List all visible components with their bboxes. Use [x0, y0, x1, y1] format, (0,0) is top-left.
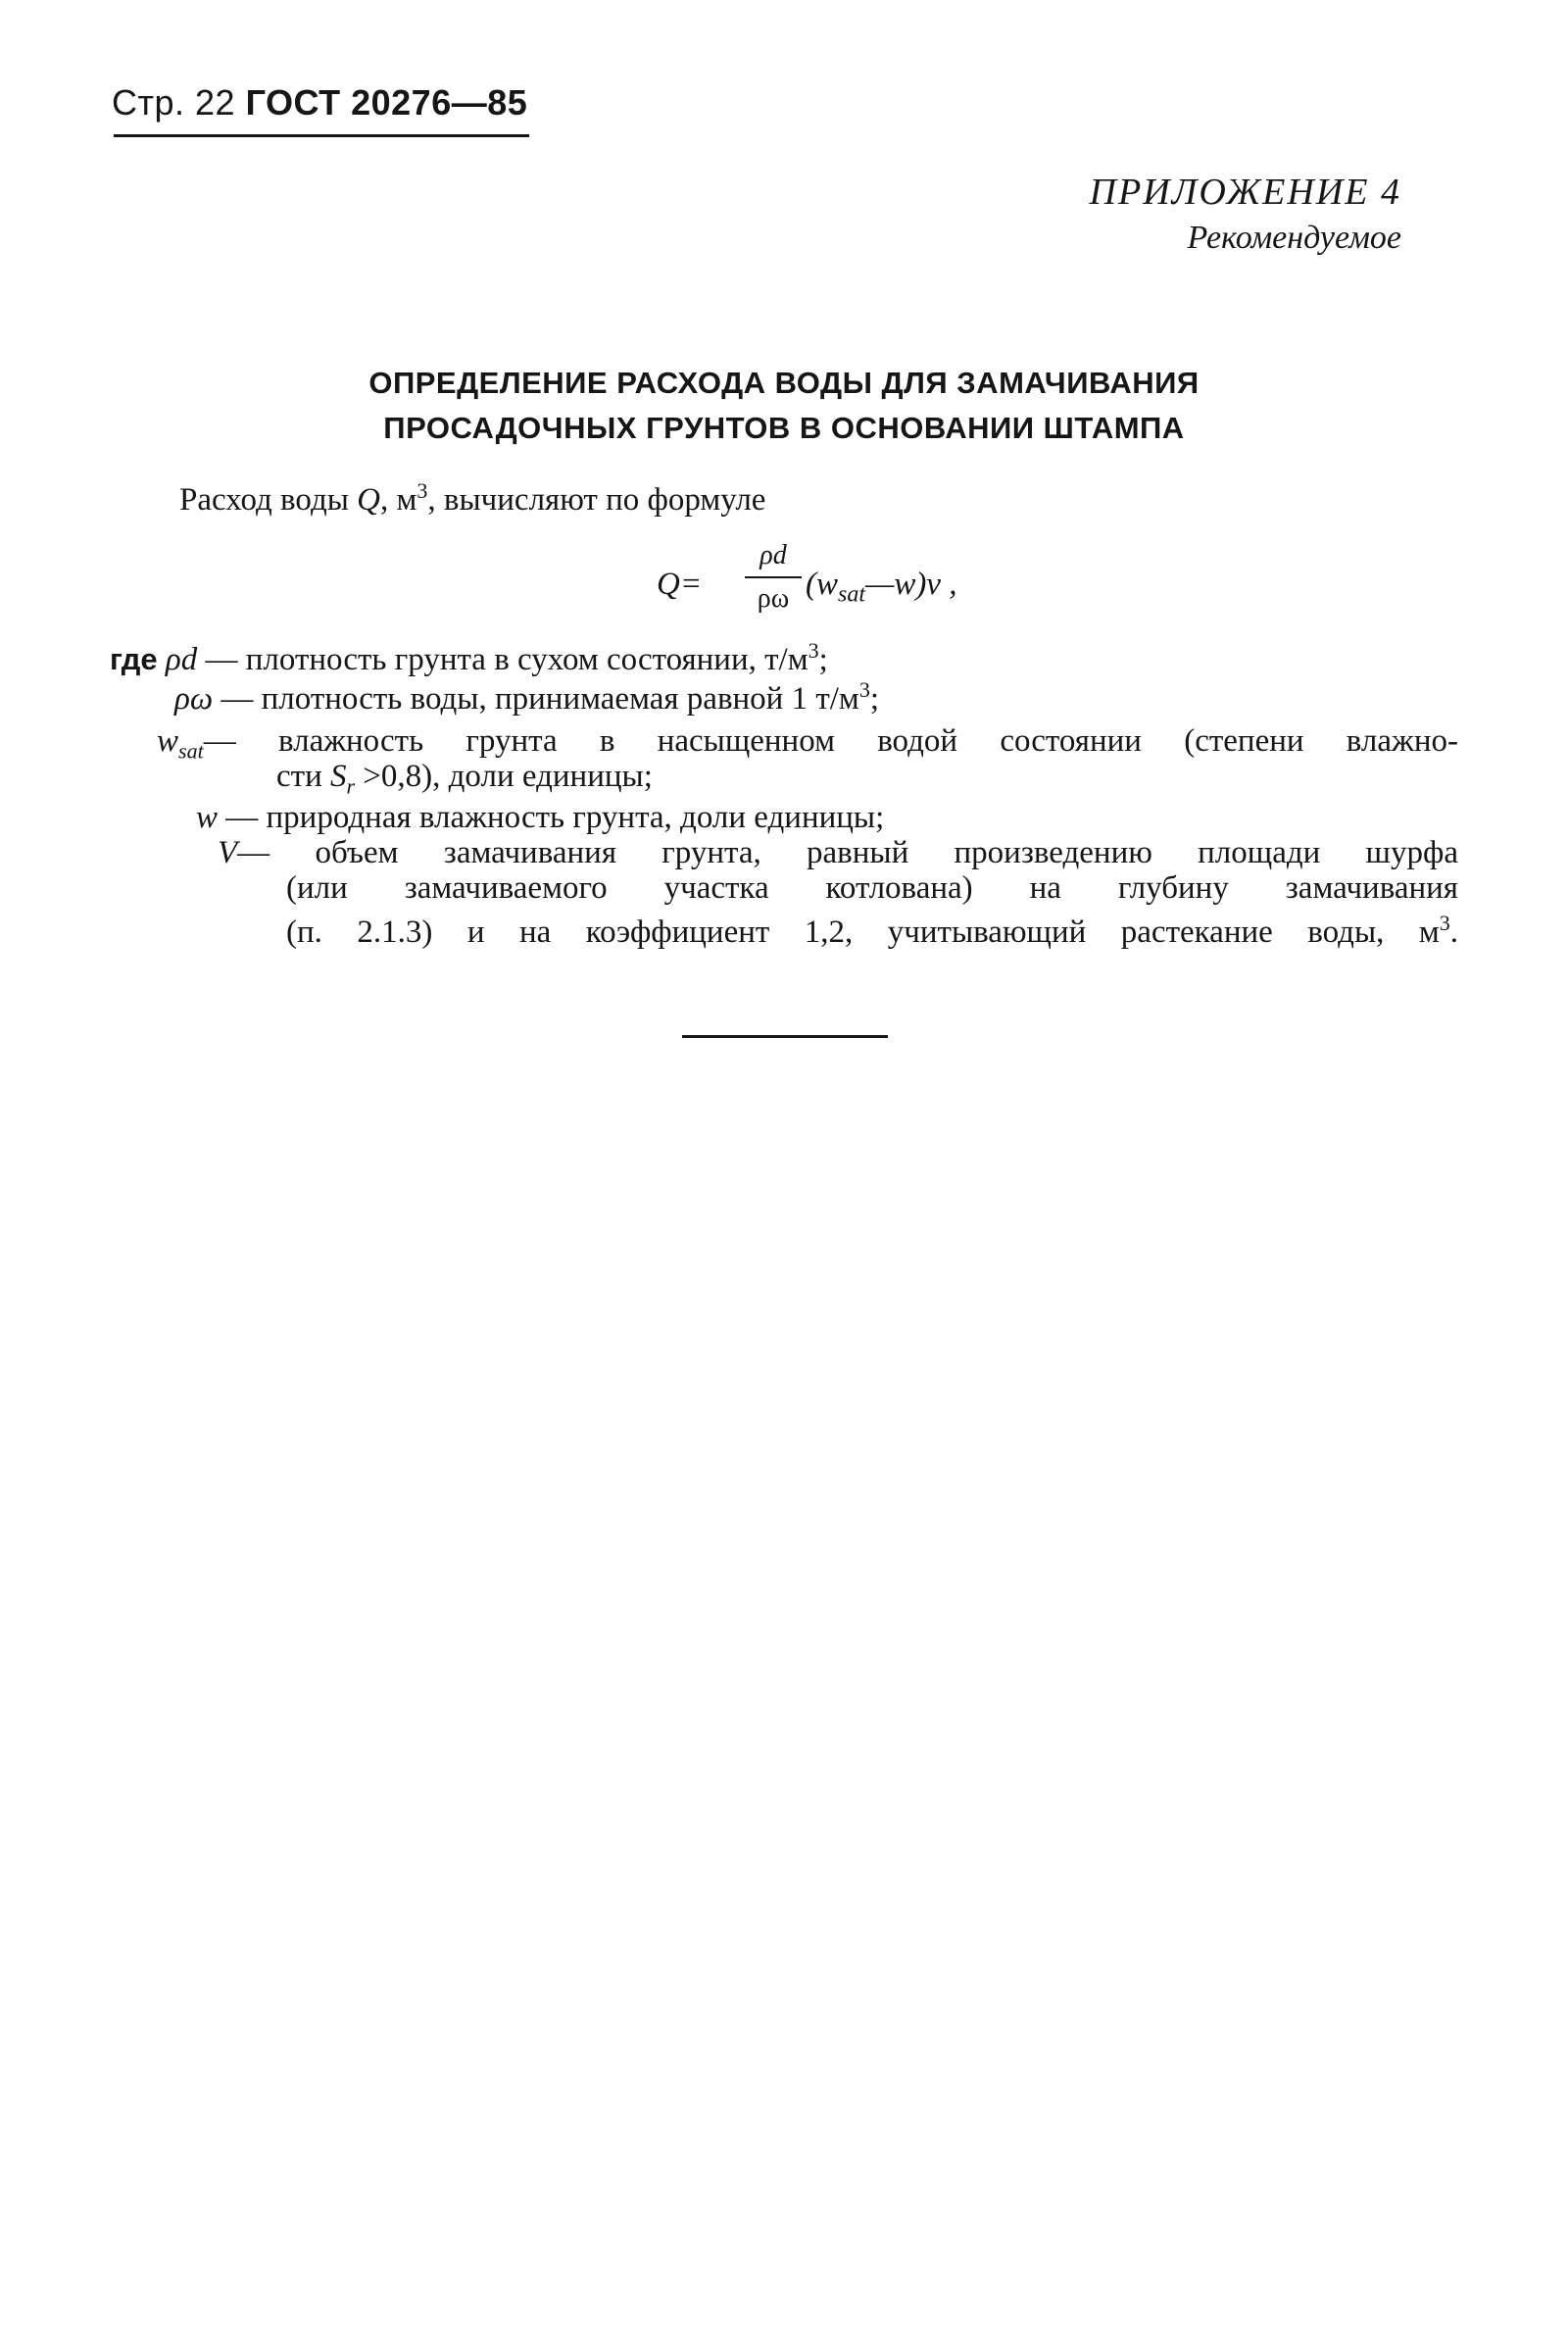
- w-sat-text-2b: >0,8), доли единицы;: [355, 759, 653, 794]
- rho-w-symbol: ρω: [174, 681, 214, 717]
- definition-rho-w: [174, 672, 879, 717]
- standard-code: ГОСТ 20276—85: [245, 82, 528, 123]
- intro-unit: , м: [380, 482, 417, 518]
- document-title: [294, 361, 1274, 451]
- page-header: [112, 82, 527, 124]
- appendix-status: Рекомендуемое: [1187, 220, 1401, 256]
- formula-lhs: Q=: [657, 567, 703, 602]
- v-text-3: (п. 2.1.3) и на коэффициент 1,2, учитывающий растекание воды, м: [286, 915, 1440, 950]
- definition-v-line-2: [286, 870, 1458, 906]
- definition-v-line-1: [218, 835, 1458, 870]
- w-sat-text-1: — влажность грунта в насыщенном водой состоянии (степени влажно-: [203, 723, 1458, 759]
- w-sat-text-2a: сти: [276, 759, 330, 794]
- definition-w-sat-line-2: [276, 759, 653, 805]
- formula-rhs-open: (w: [806, 567, 838, 602]
- rho-w-end: ;: [869, 681, 879, 717]
- fraction-bar: [745, 576, 802, 578]
- title-line-2: ПРОСАДОЧНЫХ ГРУНТОВ В ОСНОВАНИИ ШТАМПА: [383, 411, 1185, 445]
- rho-d-symbol: ρd: [165, 642, 198, 677]
- where-word: где: [110, 642, 158, 676]
- v-text-3-end: .: [1449, 915, 1458, 950]
- w-symbol: w: [196, 800, 219, 835]
- header-underline: [114, 134, 529, 137]
- rho-d-exp: 3: [808, 638, 819, 663]
- title-line-1: ОПРЕДЕЛЕНИЕ РАСХОДА ВОДЫ ДЛЯ ЗАМАЧИВАНИЯ: [368, 366, 1200, 400]
- rho-w-exp: 3: [858, 677, 870, 702]
- fraction-numerator: ρd: [760, 540, 787, 570]
- v-text-1: — объем замачивания грунта, равный произведению площади шурфа: [237, 835, 1458, 870]
- appendix-number: ПРИЛОЖЕНИЕ 4: [1089, 172, 1401, 213]
- fraction-denominator: ρω: [757, 583, 790, 614]
- definition-v-line-3: [286, 906, 1458, 950]
- formula-rhs-close: —w)v ,: [865, 567, 957, 602]
- formula-rhs: [806, 567, 957, 609]
- definition-w: [196, 800, 884, 835]
- rho-d-text: — плотность грунта в сухом состоянии, т/м: [205, 642, 808, 677]
- appendix-label: [1090, 169, 1401, 261]
- rho-w-text: — плотность воды, принимаемая равной 1 т/м: [220, 681, 859, 717]
- w-sat-symbol: w: [157, 723, 179, 759]
- formula-fraction: [743, 539, 804, 616]
- rho-d-end: ;: [818, 642, 828, 677]
- intro-after: , вычисляют по формуле: [427, 482, 766, 518]
- definition-rho-d: [110, 633, 828, 677]
- w-sat-sr-symbol: S: [329, 759, 347, 794]
- v-symbol: V: [218, 835, 238, 870]
- w-sat-sub: sat: [178, 738, 204, 764]
- v-text-2: (или замачиваемого участка котлована) на глубину замачивания: [286, 870, 1458, 906]
- intro-unit-exp: 3: [416, 478, 428, 503]
- end-rule: [682, 1035, 888, 1038]
- intro-symbol: Q: [357, 482, 381, 518]
- intro-sentence: [179, 478, 765, 519]
- page-label: Стр. 22: [112, 82, 236, 123]
- w-text: — природная влажность грунта, доли единицы;: [218, 800, 885, 835]
- w-sat-sr-sub: r: [346, 773, 356, 799]
- intro-before: Расход воды: [179, 482, 358, 518]
- v-text-3-exp: 3: [1439, 911, 1450, 935]
- formula-rhs-sub: sat: [838, 581, 866, 608]
